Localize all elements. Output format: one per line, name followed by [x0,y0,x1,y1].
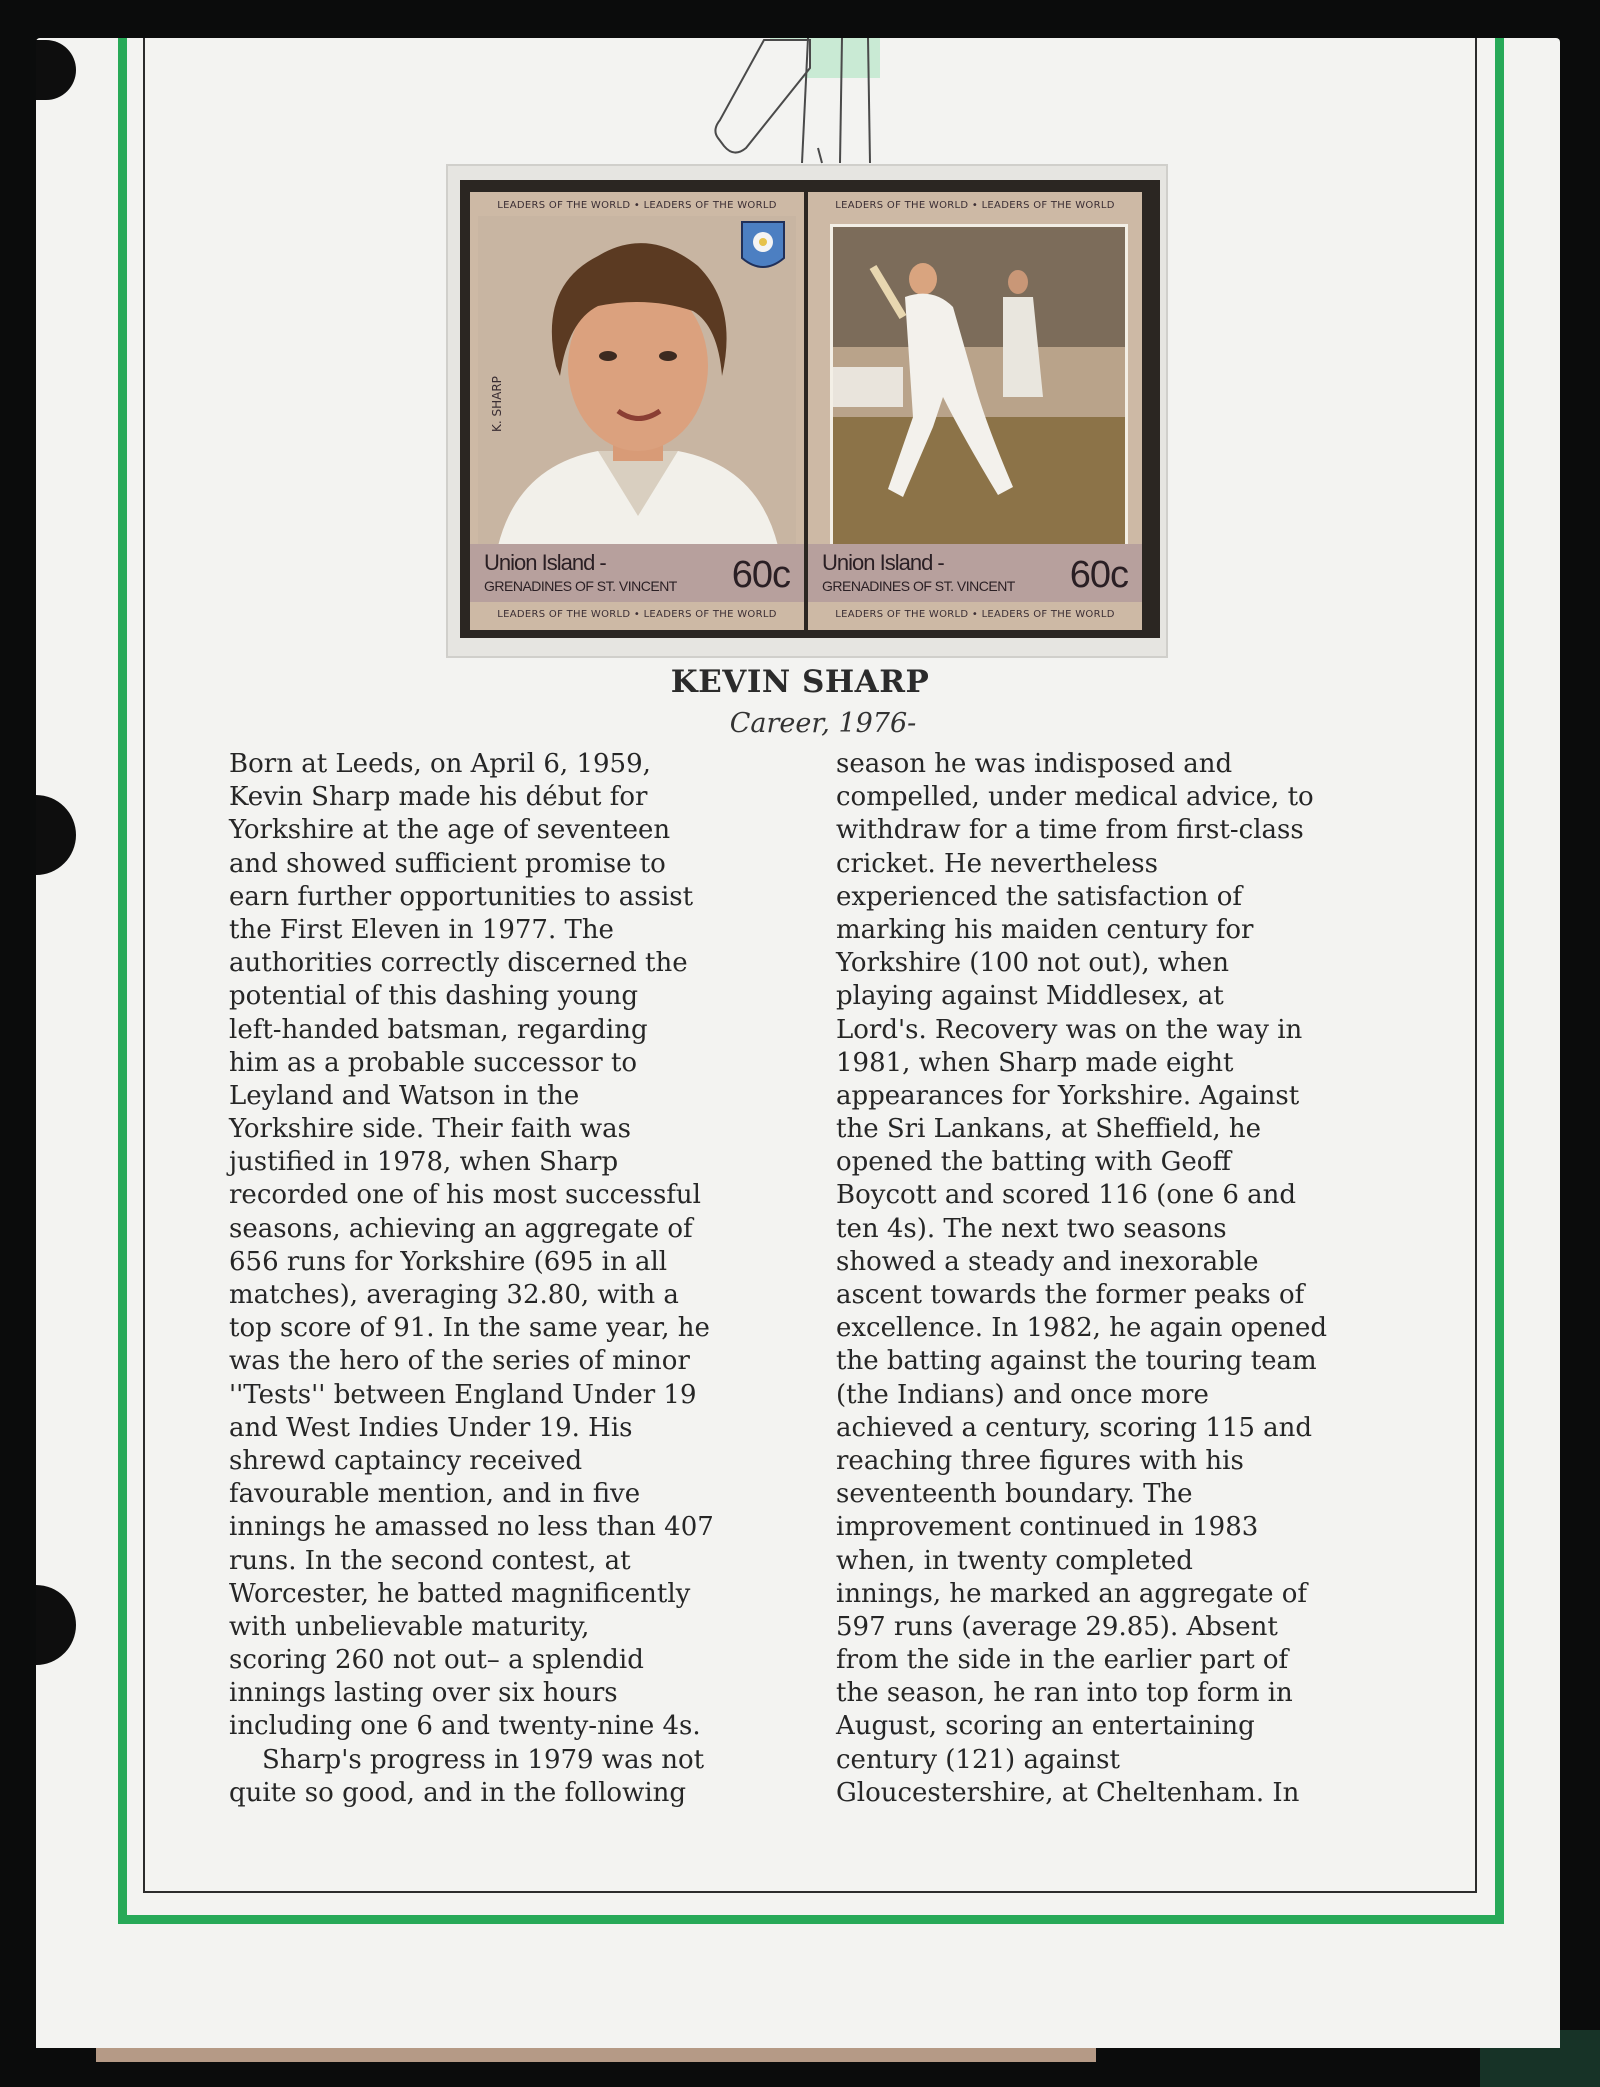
article-text-line: ''Tests'' between England Under 19 [229,1379,697,1410]
article-text-line: the First Eleven in 1977. The [229,914,614,945]
article-text-line: seventeenth boundary. The [836,1479,1193,1510]
article-text-line: earn further opportunities to assist [229,881,694,912]
article-text-line: century (121) against [836,1744,1120,1775]
stamp-value: 60c [731,554,790,596]
article-text-line: Sharp's progress in 1979 was not [229,1744,705,1775]
stamp-portrait [470,192,804,630]
article-text-line: runs. In the second contest, at [229,1545,631,1576]
article-text-line: when, in twenty completed [836,1545,1193,1576]
article-text-line: 656 runs for Yorkshire (695 in all [229,1246,668,1277]
article-text-line: withdraw for a time from first-class [836,815,1304,846]
article-text-line: experienced the satisfaction of [836,881,1242,912]
stamp-player-name: K. SHARP [490,376,504,432]
stamp-value: 60c [1069,554,1128,596]
article-text-line: was the hero of the series of minor [229,1346,690,1377]
article-text-line: and showed sufficient promise to [229,848,666,879]
stamp-series-text: LEADERS OF THE WORLD • LEADERS OF THE WORLD [835,609,1115,620]
article-text-line: including one 6 and twenty-nine 4s. [229,1711,701,1742]
article-text-line: 1981, when Sharp made eight [836,1047,1234,1078]
article-text-line: justified in 1978, when Sharp [229,1147,619,1178]
article-text-line: authorities correctly discerned the [229,948,688,979]
article-text-line: Leyland and Watson in the [229,1080,580,1111]
article-title: KEVIN SHARP [670,664,930,700]
stamp-series-text: LEADERS OF THE WORLD • LEADERS OF THE WORLD [835,200,1115,211]
stamp-subtitle: GRENADINES OF ST. VINCENT [484,578,677,594]
article-text-line: innings lasting over six hours [229,1678,618,1709]
stamp-series-text: LEADERS OF THE WORLD • LEADERS OF THE WORLD [497,609,777,620]
batsman-action-illustration [833,227,1125,545]
article-text-line: shrewd captaincy received [229,1445,583,1476]
article-text-line: potential of this dashing young [229,981,639,1012]
article-text-line: Kevin Sharp made his début for [229,782,648,813]
article-text-line: innings he amassed no less than 407 [229,1512,714,1543]
article-right-column [836,748,1327,1810]
article-text-line: cricket. He nevertheless [836,848,1158,879]
cricket-bat-and-stumps-logo-icon [690,38,890,168]
article-text-line: Lord's. Recovery was on the way in [836,1014,1303,1045]
article-text-line: the season, he ran into top form in [836,1678,1293,1709]
stamp-label-band [470,544,804,602]
article-text-line: him as a probable successor to [229,1047,638,1078]
article-text-line: improvement continued in 1983 [836,1512,1259,1543]
stamp-series-text: LEADERS OF THE WORLD • LEADERS OF THE WORLD [497,200,777,211]
article-text-line: Boycott and scored 116 (one 6 and [836,1180,1297,1211]
article-text-line: from the side in the earlier part of [836,1645,1289,1676]
article-text-line: left-handed batsman, regarding [229,1014,648,1045]
article-text-line: Gloucestershire, at Cheltenham. In [836,1777,1300,1808]
article-text-line: scoring 260 not out– a splendid [229,1645,644,1676]
article-text-line: ten 4s). The next two seasons [836,1213,1227,1244]
article-text-line: favourable mention, and in five [229,1479,641,1510]
stamp-action [808,192,1142,630]
stamp-country: Union Island - [822,550,944,575]
article-text-line: season he was indisposed and [836,749,1233,779]
article-text-line: matches), averaging 32.80, with a [229,1280,679,1310]
article-text-line: Born at Leeds, on April 6, 1959, [229,749,651,779]
article-text-line: Yorkshire (100 not out), when [836,948,1230,979]
article-text-line: the batting against the touring team [836,1346,1317,1377]
article-text-line: Yorkshire at the age of seventeen [229,815,671,846]
article-text-line: opened the batting with Geoff [836,1147,1231,1178]
article-text-line: achieved a century, scoring 115 and [836,1412,1313,1443]
article-text-line: appearances for Yorkshire. Against [836,1080,1300,1111]
article-text-line: reaching three figures with his [836,1445,1244,1476]
article-text-line: showed a steady and inexorable [836,1246,1259,1277]
article-text-line: compelled, under medical advice, to [836,782,1314,813]
article-text-line: ascent towards the former peaks of [836,1280,1305,1310]
article-subtitle: Career, 1976- [729,708,917,739]
stamp-label-band [808,544,1142,602]
article-text-line: Worcester, he batted magnificently [229,1578,691,1609]
article-text-line: and West Indies Under 19. His [229,1412,633,1443]
stamp-subtitle: GRENADINES OF ST. VINCENT [822,578,1015,594]
article-text-line: marking his maiden century for [836,914,1254,945]
stamp-country: Union Island - [484,550,606,575]
article-text-line: Yorkshire side. Their faith was [229,1114,631,1145]
article-text-line: innings, he marked an aggregate of [836,1578,1308,1609]
article-text-line: quite so good, and in the following [229,1777,687,1808]
article-text-line: recorded one of his most successful [229,1180,701,1211]
article-text-line: excellence. In 1982, he again opened [836,1313,1328,1344]
article-text-line: the Sri Lankans, at Sheffield, he [836,1114,1262,1145]
article-text-line: 597 runs (average 29.85). Absent [836,1611,1278,1642]
action-image [830,224,1128,548]
article-text-line: with unbelievable maturity, [229,1611,590,1642]
yorkshire-rose-badge-icon [740,220,786,276]
article-text-line: seasons, achieving an aggregate of [229,1213,693,1244]
article-text-line: (the Indians) and once more [836,1379,1209,1410]
article-text-line: top score of 91. In the same year, he [229,1313,710,1344]
article-text-line: August, scoring an entertaining [836,1711,1255,1742]
article-left-column [229,748,714,1810]
article-text-line: playing against Middlesex, at [836,981,1224,1012]
